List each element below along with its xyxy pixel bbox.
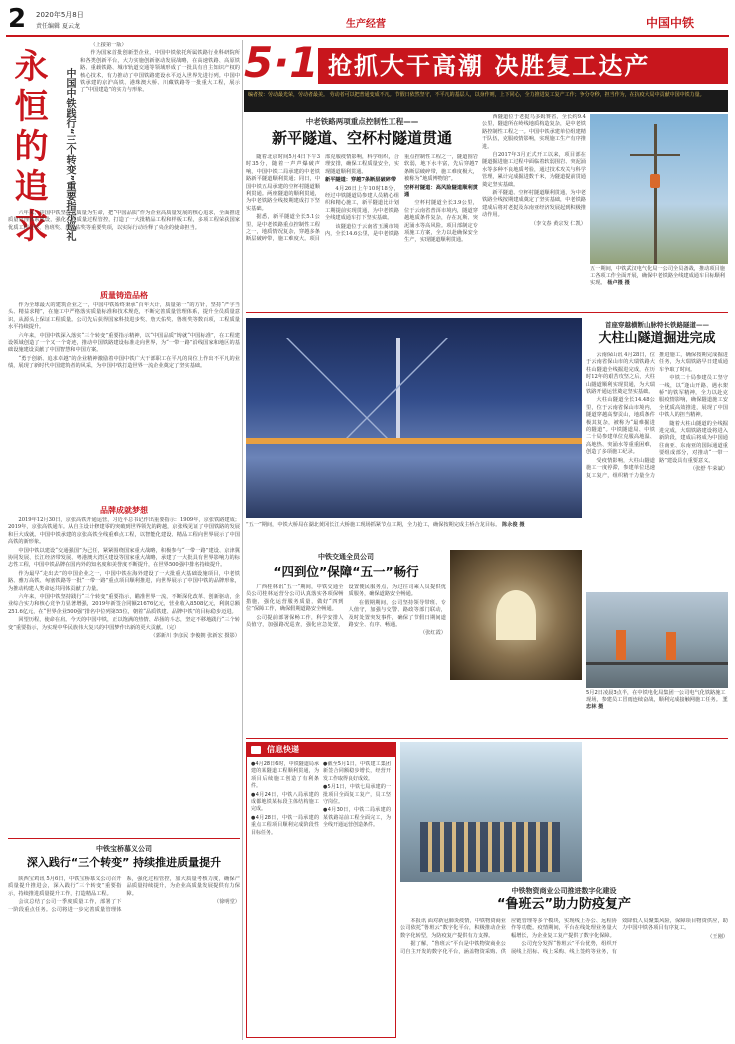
tunnel-para: 空杯村隧道全长3.9公里，位于云南省普洱市境内，隧道穿越地质条件复杂，存在瓦斯、突泥涌水等高风险。项目部制定专项施工方案，全力以赴确保安全生产，实现隧道顺利贯通。: [404, 200, 478, 244]
three-kicker: 中铁宝桥慕义公司: [96, 845, 152, 853]
feature-byline: （郭新川 李彦民 李俊朝 张新宏 摄影）: [150, 633, 240, 640]
tunnel-kicker: 中老铁路两项重点控制性工程——: [305, 117, 419, 126]
feature-para: 六年来，中国中铁深入落实“三个转变”重要指示精神，以“中国品质”铸就“中国标准”，在工程建设领域创造了一个又一个奇迹，推动中国铁路建设标准走向世界，为“一带一路”沿线国家和地区的基础设施建设贡献了中国智慧和中国方案。: [8, 332, 240, 354]
wuyi-para: 广西桂林讯“五一”期间，中铁交通全员公司桂林运营分公司认真落实各项保畅措施，强化运营服务质量，做好“四到位”保障工作，确保假期道路安全畅通。: [246, 584, 344, 613]
photo-crowd: [400, 742, 582, 882]
feature-para: 作为国家首批创新型企业，中国中铁依托所属铁路行业科研院所和各类创新平台，大力实施创新驱动发展战略，在高速铁路、高原铁路、重载铁路、城市轨道交通等领域形成了一批具有自主知识产权的核心技术，有力推动了中国铁路建设水平迈入世界先进行列。中国中铁承建的京沪高铁、港珠澳大桥、川藏铁路等一批重大工程，展示了“中国建造”的实力与形象。: [80, 50, 240, 94]
info-item: ●4月28日6时，中铁隧道局承建的某隧道工程顺利贯通，为项目后续施工创造了有利条件。: [251, 761, 319, 790]
luban-kicker: 中铁物资商业公司推进数字化建设: [511, 887, 617, 895]
feature-para: 作为最早“走出去”的中国企业之一，中国中铁在海外建设了一大批重大基础设施项目，中老铁路、雅万高铁、匈塞铁路等一批“一带一路”重点项目顺利推进，向世界展示了中国中铁的品牌形象，为推动构建人类命运共同体贡献了力量。: [8, 570, 240, 592]
dazhushan-byline: （张舒 牛荣斌）: [690, 466, 728, 473]
dazhushan-kicker: 首座穿越横断山脉特长铁路隧道——: [605, 321, 709, 329]
wuyi-byline: （张红霞）: [420, 630, 446, 637]
info-item: ●4月28日，中铁一局承建的重点工程项目顺利完成阶段性目标任务。: [251, 814, 319, 836]
photo-rail-workers: [586, 592, 728, 688]
dazhushan-para: 受疫情影响，大柱山隧道施工一度停滞，参建单位迅速复工复产，组织精干力量全力推进施工，确保按期完成掘进任务，为大瑞铁路早日建成通车争取了时间。: [586, 352, 728, 479]
tunnel-para: 西隧道位于老挝乌多姆赛省，全长约9.4公里，隧道所在岭线地质构造复杂，是中老铁路控制性工程之一。中国中铁承建单位组建精干队伍，克服疫情影响，实现施工生产有序推进。: [482, 114, 586, 150]
tunnel-para: 随着北京时间5月4日下午3时35分，随着一声声爆破声响，中国中铁二局承建的中老铁路新平隧道顺利贯通；同日，中国中铁五局承建的空杯村隧道顺利贯通。两座隧道的顺利贯通，为中老铁路全线按期建成打下坚实基础。: [246, 154, 320, 212]
tunnel-article: [246, 114, 478, 279]
info-item: ●4月30日，中铁二局承建的某铁路站前工程全面完工，为全线开通运营创造条件。: [323, 807, 391, 829]
editor-name: 夏云龙: [61, 23, 80, 30]
dazhushan-para: 中铁二十局参建员工坚守一线，以“逢山开路、遇水架桥”的铁军精神，全力以赴克服疫情影响，确保隧道施工安全优质高效推进，展现了中国中铁人的担当精神。: [659, 375, 728, 419]
photo-workers-byline: 杨卢摄 摄: [607, 280, 630, 287]
three-para: 陕西宝鸡讯 5月6日，中铁宝桥慕义公司召开质量提升推进会，深入践行“三个转变”重要指示，持续推进质量提升工作，打造精品工程。: [8, 876, 122, 897]
feature-para: 六年来，中国中铁坚持践行“三个转变”重要指示，瞄准世界一流，不断深化改革、创新驱动，企业综合实力和核心竞争力显著增强，2019年新签合同额21676亿元，营业收入8508亿元，利润总额251.6亿元，在“世界企业500强”排名中位列第55位，朝着“品质铁建、品牌中铁”的目标稳步迈进。: [8, 594, 240, 615]
info-item: ●5月1日，中铁七局承建的一批项目全面复工复产，员工坚守岗位。: [323, 784, 391, 806]
issue-date: 2020年5月8日: [36, 11, 84, 19]
feature-subtitle: 中国中铁践行“三个转变”重要指示巡礼: [64, 68, 75, 242]
luban-headline: “鲁班云”助力防疫复产: [496, 897, 632, 912]
three-article: [8, 842, 240, 1040]
section-divider: [246, 738, 728, 739]
luban-article: [400, 886, 728, 1040]
photo-bridge-night: [246, 318, 582, 518]
luban-para: 据了解，“鲁班云”平台是中铁物资商业公司自主开发的数字化平台，涵盖物资采购、供应链管理等多个模块，实现线上办公、远程协作等功能。疫情期间，平台在线处理业务量大幅增长，为企业复工复产提供了数字化保障。: [400, 918, 617, 955]
photo-rail-byline: 王忠林 摄: [586, 697, 728, 711]
tunnel-section-1: 新平隧道：穿越7条断层破碎带: [325, 177, 397, 184]
dazhushan-para: 大柱山隧道全长14.48公里，位于云南省保山市境内，隧道穿越高黎贡山，地质条件极其复杂，被称为“最难掘进的隧道”。中铁隧道局、中铁二十局参建单位克服高地温、高地热、突涌水等重重困难，创造了多项施工纪录。: [586, 397, 655, 456]
luban-para: 公司充分发挥“鲁班云”平台优势，组织开展线上招标、线上采购、线上签约等业务，有效降低人员聚集风险，保障项目物资供应，助力中国中铁各项目有序复工。: [511, 918, 728, 955]
tunnel-para: 据悉，新平隧道全长5.1公里，是中老铁路重点控制性工程之一，地质情况复杂，穿越多条断层破碎带，施工难度大。项目部克服疫情影响，科学组织，合理安排，确保工程质量安全，实现隧道顺利贯通。: [246, 154, 399, 243]
photo-workers-caption: 五一期间，中铁武汉电气化局一公司全员备战，推动项目施工各项工作全面开展，确保中老铁路全线建成通车目标顺利实现。 杨卢摄 摄: [590, 266, 725, 287]
banner-subtitle: 编者按：劳动最光荣，劳动者最美。 劳动者可以把普通变成不凡。节假日依然坚守，不平凡的基层人，以身作则，上下同心，全力推进复工复产工作；争分夺秒，担当作为，在抗疫大局中贡献中国中铁力量。: [244, 90, 728, 112]
feature-para: “勇于创新、追求卓越”的企业精神激励着中国中铁广大干部职工在平凡的岗位上作出不平凡的业绩，展现了新时代中国建筑者的风采，为中国中铁打造世界一流企业奠定了坚实基础。: [8, 355, 240, 370]
wuyi-para: 公司提前部署保畅工作，科学安排人员值守，加强路况巡查，强化应急处置，设置便民服务点，为过往司乘人员提供优质服务，确保道路安全畅通。: [246, 584, 446, 629]
photo-workers: [590, 114, 728, 264]
page-header: [6, 4, 729, 38]
dazhushan-headline: 大柱山隧道掘进完成: [598, 331, 716, 346]
editor-label: 责任编辑: [36, 23, 61, 30]
tunnel-section-2: 空杯村隧道：高风险隧道顺利贯通: [404, 184, 478, 199]
column-divider: [242, 40, 243, 1040]
tunnel-para: 4月26日上午10时18分，经过中铁隧道局参建人员精心组织和精心施工，新平隧道比计划工期提前实现贯通，为中老铁路全线建成通车打下坚实基础。: [325, 185, 399, 222]
feature-para: 六年来，中国中铁坚持以质量为生命，把“中国品质”作为企业高质量发展的核心追求，全面推进质量管理体系建设，强化工程质量过程管控，打造了一大批精品工程和样板工程，多项工程荣获国家优质工程金奖、鲁班奖、詹天佑奖等重要奖项，以实际行动诠释了央企的使命担当。: [8, 210, 240, 231]
header-rule: [6, 35, 729, 37]
luban-para: 本报讯 面对新冠肺炎疫情，中铁物资商业公司依托“鲁班云”数字化平台，积极推动企业数字化转型，为防疫复产提供有力支撑。: [400, 918, 506, 939]
photo-bridge-byline: 陈永俊 摄: [502, 522, 525, 528]
feature-para: 2019年12月30日，京张高铁开通运营，习近平总书记作出重要指示：1909年，京张铁路建成；2019年，京张高铁通车。从自主设计修建零的突破到世界领先的跨越，京张线见证了中国铁路的发展和巨大成就。中国中铁承建的京张高铁全线重难点工程，以智能化建设、精品工程向世界展示了中国高铁的新形象。: [8, 517, 240, 546]
feature-article-cont: [8, 505, 240, 835]
tunnel-byline: （李文春 黄宗发 仁凯）: [530, 220, 586, 227]
photo-bridge-caption: “五一”期间，中铁大桥局在湖北黄冈长江大桥施工现场抓紧节点工期，全力抢工，确保按期完成主桥合龙目标。 陈永俊 摄: [246, 522, 525, 528]
feature-para: 回望历程，使命在肩。今天的中国中铁，正以饱满的热情、昂扬的斗志，坚定不移地践行“三个转变”重要指示，为实现中华民族伟大复兴的中国梦作出新的更大贡献。（完）: [8, 617, 240, 631]
feature-section-quality: 质量铸造品格: [100, 291, 148, 300]
banner-number-icon: 5·1: [244, 38, 319, 87]
series-tag: （上接第一版）: [90, 42, 127, 48]
three-headline: 深入践行“三个转变” 持续推进质量提升: [26, 856, 222, 869]
mail-icon: [251, 746, 261, 754]
info-item: ●4月24日，中铁八局承建的成都地铁某标段主体结构施工完成。: [251, 791, 319, 813]
info-box-title: 信息快递: [247, 743, 395, 757]
banner: [244, 40, 728, 88]
tunnel-para: 新平隧道、空杯村隧道顺利贯通，为中老铁路全线按期建成奠定了坚实基础，中老铁路建成后将对老挝及东南亚经济发展起到积极推动作用。: [482, 190, 586, 219]
three-byline: （徐明堂）: [214, 899, 240, 906]
wuyi-article: [246, 550, 446, 700]
section-title: 生产经营: [346, 19, 386, 30]
tunnel-para: 该隧道位于云南省玉溪市境内，全长14.6公里，是中老铁路重点控制性工程之一，隧道围岩软弱，地下水丰富，先后穿越7条断层破碎带，施工难度极大，被称为“地质博物馆”。: [325, 154, 478, 238]
brand-logo: 中国中铁: [646, 16, 695, 30]
page-number: 2: [8, 4, 27, 34]
section-divider: [8, 838, 240, 839]
tunnel-para: 自2017年3月正式开工以来，项目部在隧道掘进施工过程中面临着软弱围岩、突泥涌水等多种不良地质考验，通过技术攻关与科学管理，累计完成掘进数千米，为隧道提前贯通奠定坚实基础。: [482, 152, 586, 188]
feature-article: [8, 40, 240, 505]
dazhushan-para: 云南保山讯 4月28日，位于云南省保山市的大瑞铁路大柱山隧道全线掘进完成，在历时12年的艰苦攻坚之后，大柱山隧道顺利实现贯通，为大瑞铁路开通运营奠定坚实基础。: [586, 352, 655, 396]
info-box: [246, 742, 396, 1038]
tunnel-headline: 新平隧道、空杯村隧道贯通: [271, 129, 452, 147]
wuyi-kicker: 中铁交通全员公司: [318, 553, 374, 561]
tunnel-article-cont: [482, 114, 586, 279]
section-divider: [246, 312, 728, 313]
feature-section-brand: 品牌成就梦想: [100, 506, 148, 515]
banner-title: 抢抓大干高潮 决胜复工达产: [328, 52, 651, 80]
wuyi-headline: “四到位”保障“五一”畅行: [273, 564, 419, 579]
photo-tunnel: [450, 550, 582, 680]
info-item: ●截至5月1日，中铁建工集团新签合同额稳步增长，经营开发工作取得良好成效。: [323, 761, 391, 782]
feature-big-title: 永恒的追求: [8, 48, 48, 248]
luban-byline: （王刚）: [707, 933, 728, 940]
dazhushan-para: 随着大柱山隧道的全线掘进完成，大瑞铁路建设将进入新阶段，建成后将成为中国通往南亚、东南亚的国际通道重要组成部分，对推动“一带一路”建设具有重要意义。: [659, 420, 728, 464]
three-para: 会议总结了公司一季度质量工作，部署了下一阶段重点任务。公司将进一步完善质量管理体系，强化过程管控，加大质量考核力度，确保产品质量持续提升，为企业高质量发展提供有力保障。: [8, 876, 240, 913]
worker-figure: [650, 174, 660, 188]
dazhushan-article: [586, 318, 728, 588]
photo-rail-caption: 5月2日凌晨3点半，在中铁电化局集团一公司电气化铁路施工现场，参建员工冒雨连续奋战，顺利完成接触网施工任务。 王忠林 摄: [586, 690, 728, 711]
feature-para: 作为全球最大的建筑企业之一，中国中铁始终秉承“百年大计，质量第一”的方针，坚持“严字当头、精益求精”，在施工中严格落实质量标准和技术规范，不断完善质量管理体系，提升全员质量意识，从源头上保证工程质量。公司先后获得国家科技进步奖、詹天佑奖、鲁班奖等数百项，工程质量水平持续提升。: [8, 302, 240, 331]
feature-para: 中国中铁以建设“交通强国”为己任，紧紧围绕国家重大战略，积极参与“一带一路”建设、京津冀协同发展、长江经济带发展、粤港澳大湾区建设等国家重大战略，承建了一大批具有世界影响力的标志性工程，中国中铁品牌在国内外的知名度和美誉度不断提升，在世界500强中排名持续提升。: [8, 547, 240, 569]
wuyi-para: 在假期期间，公司坚持领导带班、专人值守，加强与交警、路政等部门联动，及时处置突发事件，确保了节假日期间道路安全、有序、畅通。: [348, 599, 446, 629]
